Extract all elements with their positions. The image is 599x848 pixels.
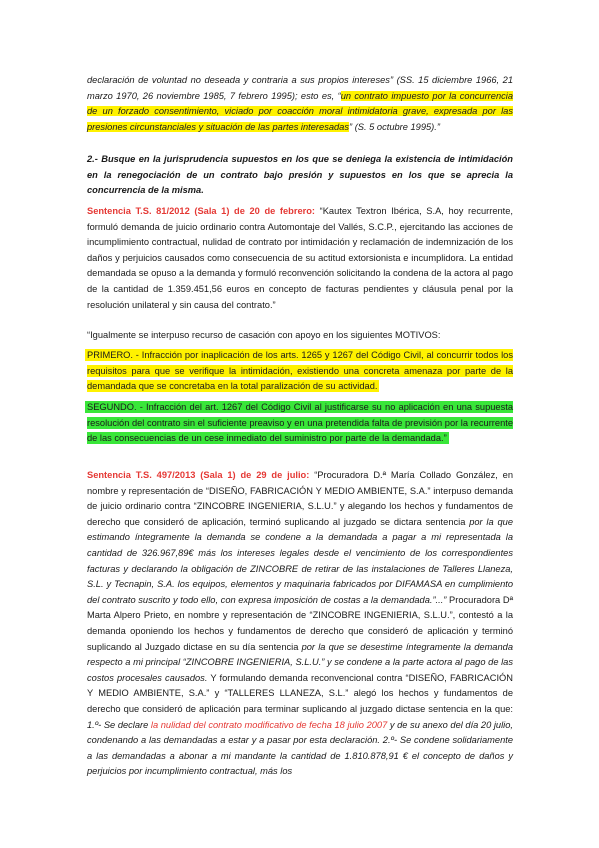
sentencia-497-2013-text-1: “Procuradora D.ª María Collado González, en nombre y representación de “DISEÑO, FABRICACIÓN Y MEDIO AMBIENTE, S.A.” interpuso demanda de juicio ordinario contra “ZINCOBRE INGENIERIA, S.L.U.” y alegando los hechos y fundamentos de derecho que consideró de aplicación, terminó suplicando al juzgado se dictara sentencia <box>87 470 514 527</box>
sentencia-497-2013-petition-2: por la que se desestime íntegramente la demanda respecto a mi principal “ZINCOBRE INGENIERIA, S.L.U.” y se condene a la parte actora al pago de las costos procesales causados. <box>87 641 513 683</box>
motivo-segundo <box>87 400 513 447</box>
sentencia-81-2012 <box>87 204 513 313</box>
motivos-intro: “Igualmente se interpuso recurso de casación con apoyo en los siguientes MOTIVOS: <box>87 330 441 340</box>
sentencia-497-2013-text-3: Y formulando demanda reconvencional contra “DISEÑO, FABRICACIÓN Y MEDIO AMBIENTE, S.A.” y “TALLERES LLANEZA, S.L.” alegó los hechos y fundamentos de derecho que consideró de aplicación para terminar suplicando al juzgado dictase sentencia en la que: <box>87 672 513 714</box>
sentencia-81-2012-text: “Kautex Textron Ibérica, S.A, hoy recurrente, formuló demanda de juicio ordinario contra Automontaje del Vallés, S.C.P., ejercitando las acciones de incumplimiento contractual, nulidad de contrato por intimidación y reclamación de indemnización de los daños y perjuicios causados como consecuencia de su actitud extorsionista e incumplidora. La entidad demandada se opuso a la demanda y formuló reconvención solicitando la condena de la actora al pago de la cantidad de 1.359.451,56 euros en concepto de facturas pendientes y cláusula penal por la resolución unilateral y sin causa del contrato.” <box>87 206 514 310</box>
sentencia-497-2013-petition-3: 1.º- Se declare <box>87 719 151 730</box>
motivo-segundo-text: SEGUNDO. - Infracción del art. 1267 del Código Civil al justificarse su no aplicación en una supuesta resolución del contrato sin el suficiente preaviso y en una pretendida falta de previsión por la recurrente de las consecuencias de un cese inmediato del suministro por parte de la demandada.” <box>87 402 513 444</box>
paragraph-quote-continuation <box>87 73 513 135</box>
motivo-primero <box>87 348 513 395</box>
highlighted-quote: un contrato impuesto por la concurrencia de un forzado consentimiento, viciado por coacción moral intimidatoria grave, expresada por las presiones circunstanciales y situación de las partes interesadas <box>87 90 513 132</box>
question-2: 2.- Busque en la jurisprudencia supuestos en los que se deniega la existencia de intimidación en la renegociación de un contrato bajo presión y supuestos en los que se aprecia la concurrencia de la misma. <box>87 154 513 196</box>
sentencia-497-2013 <box>87 468 513 780</box>
nulidad-contrato-red: la nulidad del contrato modificativo de fecha 18 julio 2007 <box>150 719 388 730</box>
quote-text-b: ” (S. 5 octubre 1995).” <box>349 121 440 132</box>
sentencia-497-2013-petition-1: por la que estimando íntegramente la demanda se condene a la demandada a pagar a mi representada la cantidad de 326.967,89€ más los intereses legales desde el vencimiento de los correspondientes facturas y declarando la obligación de ZINCOBRE de retirar de las instalaciones de Talleres Llaneza, S.L. y Tecnapin, S.A. los equipos, elementos y maquinaria fabricados por DIFAMASA en cumplimiento del contrato suscrito y todo ello, con expresa imposición de costas a la demandada.”...” <box>87 516 513 605</box>
motivo-primero-text: PRIMERO. - Infracción por inaplicación de los arts. 1265 y 1267 del Código Civil, al concurrir todos los requisitos para que se verifique la intimidación, existiendo una concreta amenaza por parte de la demandada que se concretaba en la total paralización de su actividad. <box>87 350 513 392</box>
sentencia-497-2013-petition-4: y de su anexo del día 20 julio, condenando a las demandadas a estar y a pasar por esta declaración. 2.º- Se condene solidariamente a las demandadas a abonar a mi mandante la cantidad de 1.810.878,91 € el concepto de daños y perjuicios por incumplimiento contractual, más los <box>87 719 513 777</box>
quote-text-a: declaración de voluntad no deseada y contraria a sus propios intereses” (SS. 15 diciembre 1966, 21 marzo 1970, 26 noviembre 1985, 7 febrero 1995); esto es, “ <box>87 75 513 101</box>
sentencia-81-2012-title: Sentencia T.S. 81/2012 (Sala 1) de 20 de febrero: <box>87 206 316 216</box>
sentencia-497-2013-text-2: Procuradora Dª Marta Alpero Prieto, en nombre y representación de “ZINCOBRE INGENIERIA, S.L.U.”, contestó a la demanda oponiendo los hechos y fundamentos de derecho que consideró de aplicación y terminó suplicando al Juzgado dictase en su día sentencia <box>87 594 514 652</box>
sentencia-497-2013-title: Sentencia T.S. 497/2013 (Sala 1) de 29 de julio: <box>87 470 310 480</box>
